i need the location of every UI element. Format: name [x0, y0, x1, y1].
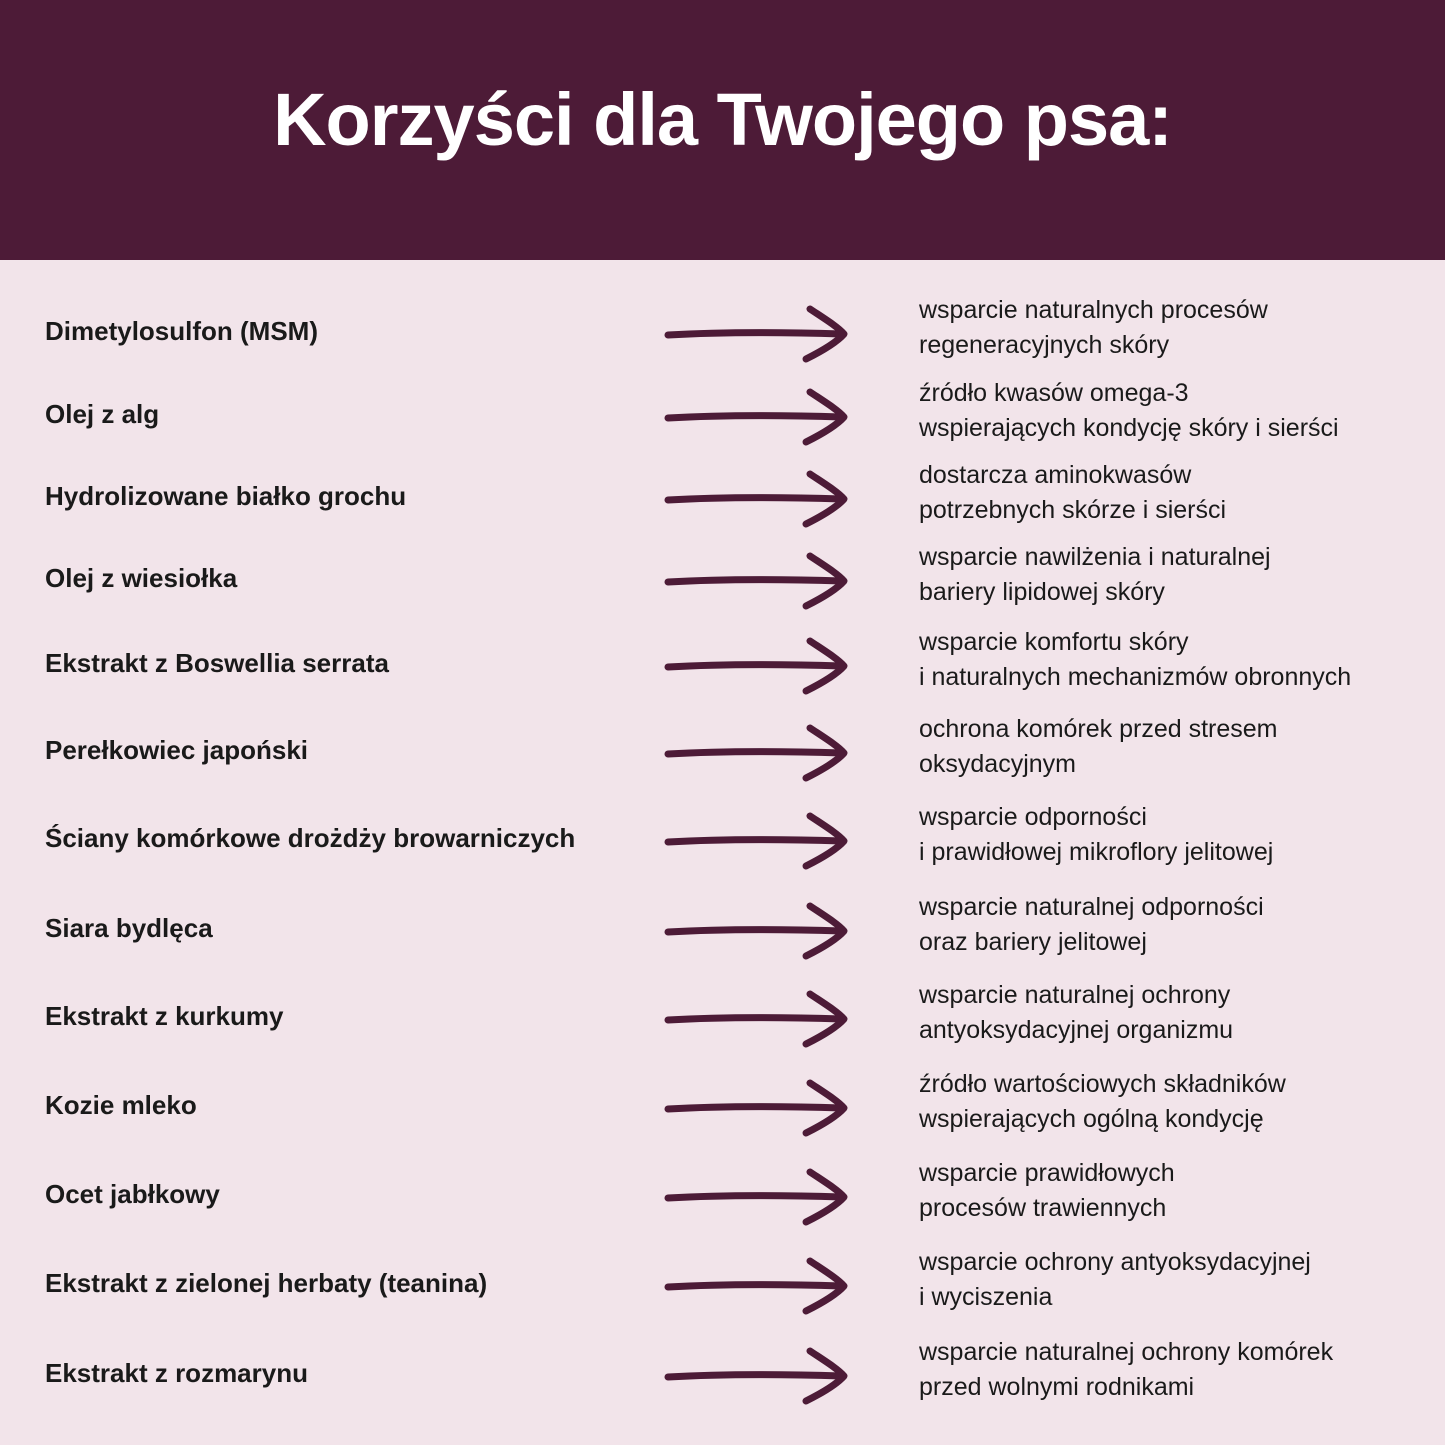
ingredient-name: Ekstrakt z zielonej herbaty (teanina): [45, 1268, 488, 1298]
ingredient-name: Ekstrakt z rozmarynu: [45, 1358, 308, 1388]
benefit-text: [919, 1335, 1419, 1405]
benefit-line: wsparcie odporności: [919, 803, 1147, 831]
benefit-line: oksydacyjnym: [919, 750, 1076, 778]
benefit-text: [919, 293, 1419, 363]
benefit-text: [919, 376, 1419, 446]
benefit-line: przed wolnymi rodnikami: [919, 1373, 1195, 1401]
benefit-line: dostarcza aminokwasów: [919, 461, 1192, 489]
arrow-right-icon: [660, 1255, 855, 1317]
benefit-line: wsparcie naturalnych procesów: [919, 296, 1268, 324]
arrow-right-icon: [660, 1166, 855, 1228]
benefit-line: wsparcie ochrony antyoksydacyjnej: [919, 1248, 1311, 1276]
arrow-right-icon: [660, 810, 855, 872]
ingredient-name: Ekstrakt z Boswellia serrata: [45, 648, 389, 678]
benefit-line: procesów trawiennych: [919, 1194, 1167, 1222]
benefit-line: wspierających ogólną kondycję: [919, 1105, 1264, 1133]
benefit-line: oraz bariery jelitowej: [919, 928, 1147, 956]
list-item: [0, 379, 1445, 466]
benefit-text: [919, 1156, 1419, 1226]
benefit-line: wsparcie komfortu skóry: [919, 628, 1189, 656]
benefit-line: wsparcie naturalnej ochrony komórek: [919, 1338, 1334, 1366]
benefit-line: wsparcie nawilżenia i naturalnej: [919, 543, 1271, 571]
list-item: [0, 1248, 1445, 1335]
arrow-right-icon: [660, 722, 855, 784]
benefit-text: [919, 890, 1419, 960]
ingredient-name: Ściany komórkowe drożdży browarniczych: [45, 823, 576, 853]
benefit-line: regeneracyjnych skóry: [919, 331, 1170, 359]
arrow-right-icon: [660, 468, 855, 530]
benefit-text: [919, 800, 1419, 870]
ingredient-name: Olej z alg: [45, 399, 160, 429]
benefits-list: [0, 260, 1445, 1445]
list-item: [0, 628, 1445, 715]
list-item: [0, 1159, 1445, 1246]
ingredient-name: Kozie mleko: [45, 1090, 197, 1120]
arrow-right-icon: [660, 1345, 855, 1407]
arrow-right-icon: [660, 900, 855, 962]
ingredient-name: Ocet jabłkowy: [45, 1179, 220, 1209]
benefit-line: wspierających kondycję skóry i sierści: [919, 414, 1339, 442]
ingredient-name: Hydrolizowane białko grochu: [45, 481, 407, 511]
list-item: [0, 461, 1445, 548]
list-item: [0, 296, 1445, 383]
benefit-line: i prawidłowej mikroflory jelitowej: [919, 838, 1274, 866]
benefit-line: i wyciszenia: [919, 1283, 1053, 1311]
list-item: [0, 1338, 1445, 1425]
list-item: [0, 543, 1445, 630]
benefit-line: wsparcie naturalnej ochrony: [919, 981, 1231, 1009]
arrow-right-icon: [660, 386, 855, 448]
arrow-right-icon: [660, 550, 855, 612]
list-item: [0, 893, 1445, 980]
ingredient-name: Dimetylosulfon (MSM): [45, 316, 318, 346]
benefit-line: antyoksydacyjnej organizmu: [919, 1016, 1234, 1044]
benefit-text: [919, 1245, 1419, 1315]
benefit-text: [919, 540, 1419, 610]
benefit-line: wsparcie prawidłowych: [919, 1159, 1175, 1187]
ingredient-name: Perełkowiec japoński: [45, 735, 309, 765]
ingredient-name: Ekstrakt z kurkumy: [45, 1001, 284, 1031]
header-banner: [0, 0, 1445, 260]
arrow-right-icon: [660, 635, 855, 697]
page-title: Korzyści dla Twojego psa:: [273, 77, 1172, 161]
arrow-right-icon: [660, 988, 855, 1050]
list-item: [0, 981, 1445, 1068]
benefit-text: [919, 625, 1419, 695]
benefit-line: potrzebnych skórze i sierści: [919, 496, 1227, 524]
benefit-line: źródło wartościowych składników: [919, 1070, 1286, 1098]
arrow-right-icon: [660, 1077, 855, 1139]
benefit-line: wsparcie naturalnej odporności: [919, 893, 1264, 921]
list-item: [0, 715, 1445, 802]
benefit-line: bariery lipidowej skóry: [919, 578, 1165, 606]
benefit-text: [919, 978, 1419, 1048]
list-item: [0, 803, 1445, 890]
benefit-line: i naturalnych mechanizmów obronnych: [919, 663, 1352, 691]
arrow-right-icon: [660, 303, 855, 365]
benefit-text: [919, 712, 1419, 782]
benefit-line: źródło kwasów omega-3: [919, 379, 1189, 407]
list-item: [0, 1070, 1445, 1157]
benefit-line: ochrona komórek przed stresem: [919, 715, 1278, 743]
benefit-text: [919, 1067, 1419, 1137]
ingredient-name: Olej z wiesiołka: [45, 563, 238, 593]
ingredient-name: Siara bydlęca: [45, 913, 213, 943]
benefit-text: [919, 458, 1419, 528]
